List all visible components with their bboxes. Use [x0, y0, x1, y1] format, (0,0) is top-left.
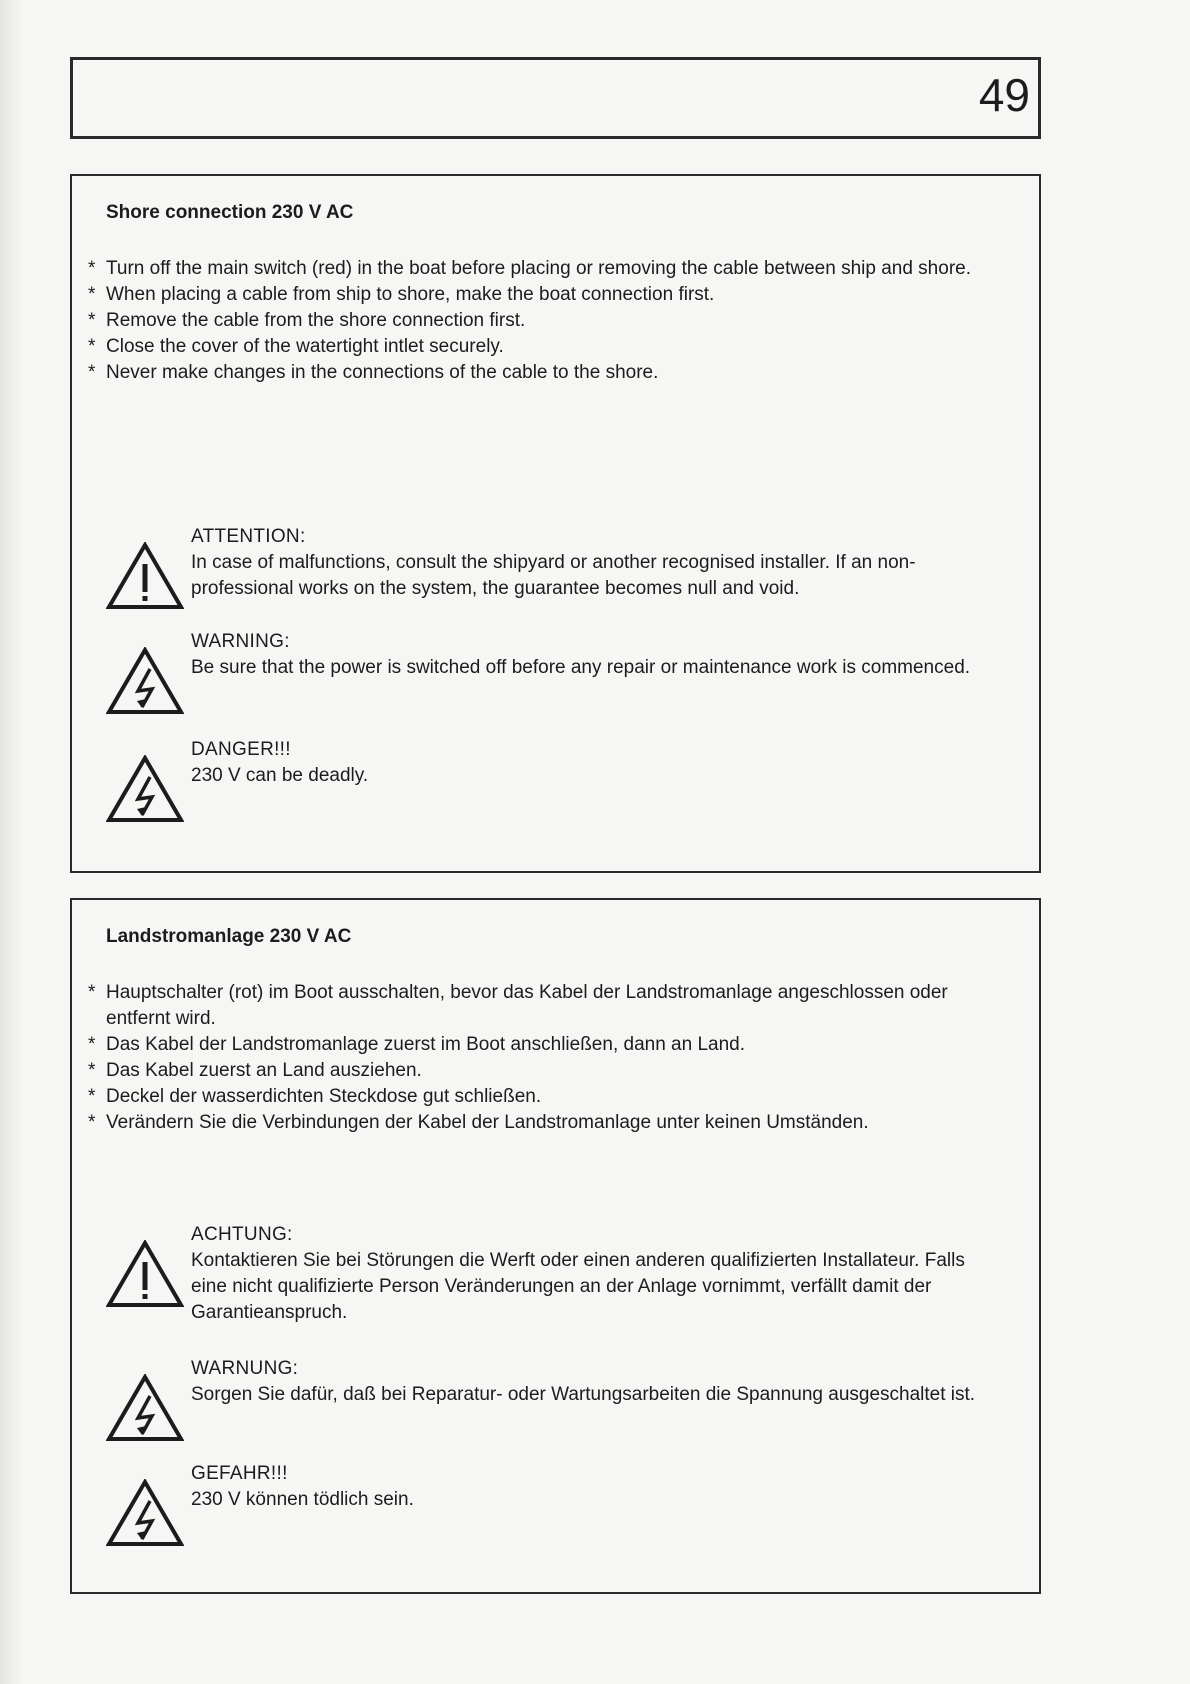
warning-body: 230 V können tödlich sein.	[191, 1489, 414, 1510]
list-item: * Das Kabel der Landstromanlage zuerst im Boot anschließen, dann an Land.	[88, 1034, 746, 1055]
warning-body: Sorgen Sie dafür, daß bei Reparatur- oder Wartungsarbeiten die Spannung ausgeschaltet ist.	[191, 1384, 976, 1405]
warning-body: Kontaktieren Sie bei Störungen die Werft oder einen anderen qualifizierten Installateur. Falls eine nicht qualifizierte Person Veränderungen an der Anlage vornimmt, verfällt damit der Garantieanspruch.	[191, 1250, 965, 1323]
list-item: * Deckel der wasserdichten Steckdose gut schließen.	[88, 1086, 542, 1107]
lightning-icon	[106, 647, 184, 715]
lightning-icon	[106, 1479, 184, 1547]
warning-heading: ACHTUNG:	[191, 1224, 293, 1245]
instruction-list	[88, 980, 979, 1136]
page-header	[70, 57, 1041, 139]
warning-gefahr	[106, 1461, 979, 1541]
list-item: * Verändern Sie die Verbindungen der Kabel der Landstromanlage unter keinen Umständen.	[88, 1112, 869, 1133]
warning-body: In case of malfunctions, consult the shipyard or another recognised installer. If an non-professional works on the system, the guarantee becomes null and void.	[191, 552, 916, 599]
warning-danger	[106, 737, 979, 817]
warning-body: Be sure that the power is switched off before any repair or maintenance work is commenced.	[191, 657, 971, 678]
warning-heading: WARNING:	[191, 631, 290, 652]
warning-heading: WARNUNG:	[191, 1358, 299, 1379]
exclamation-icon	[106, 1240, 184, 1308]
page-number: 49	[978, 69, 1030, 121]
list-item: * When placing a cable from ship to shore, make the boat connection first.	[88, 284, 715, 305]
instruction-list	[88, 256, 979, 386]
list-item: * Hauptschalter (rot) im Boot ausschalten, bevor das Kabel der Landstromanlage angeschlossen oder entfernt wird.	[88, 982, 948, 1029]
exclamation-icon	[106, 542, 184, 610]
list-item: * Remove the cable from the shore connection first.	[88, 310, 526, 331]
warning-warning	[106, 629, 979, 709]
warning-heading: GEFAHR!!!	[191, 1463, 288, 1484]
warning-achtung	[106, 1222, 979, 1323]
list-item: * Turn off the main switch (red) in the boat before placing or removing the cable between ship and shore.	[88, 258, 971, 279]
page-edge-shadow	[0, 0, 22, 1684]
list-item: * Das Kabel zuerst an Land ausziehen.	[88, 1060, 422, 1081]
list-item: * Never make changes in the connections of the cable to the shore.	[88, 362, 659, 383]
warning-body: 230 V can be deadly.	[191, 765, 369, 786]
warning-heading: DANGER!!!	[191, 739, 291, 760]
list-item: * Close the cover of the watertight intlet securely.	[88, 336, 504, 357]
warning-heading: ATTENTION:	[191, 526, 306, 547]
section-landstromanlage	[70, 898, 1041, 1594]
warning-attention	[106, 524, 979, 604]
lightning-icon	[106, 1374, 184, 1442]
section-shore-connection	[70, 174, 1041, 873]
section-title: Shore connection 230 V AC	[106, 202, 354, 223]
warning-warnung	[106, 1356, 979, 1436]
lightning-icon	[106, 755, 184, 823]
section-title: Landstromanlage 230 V AC	[106, 926, 352, 947]
